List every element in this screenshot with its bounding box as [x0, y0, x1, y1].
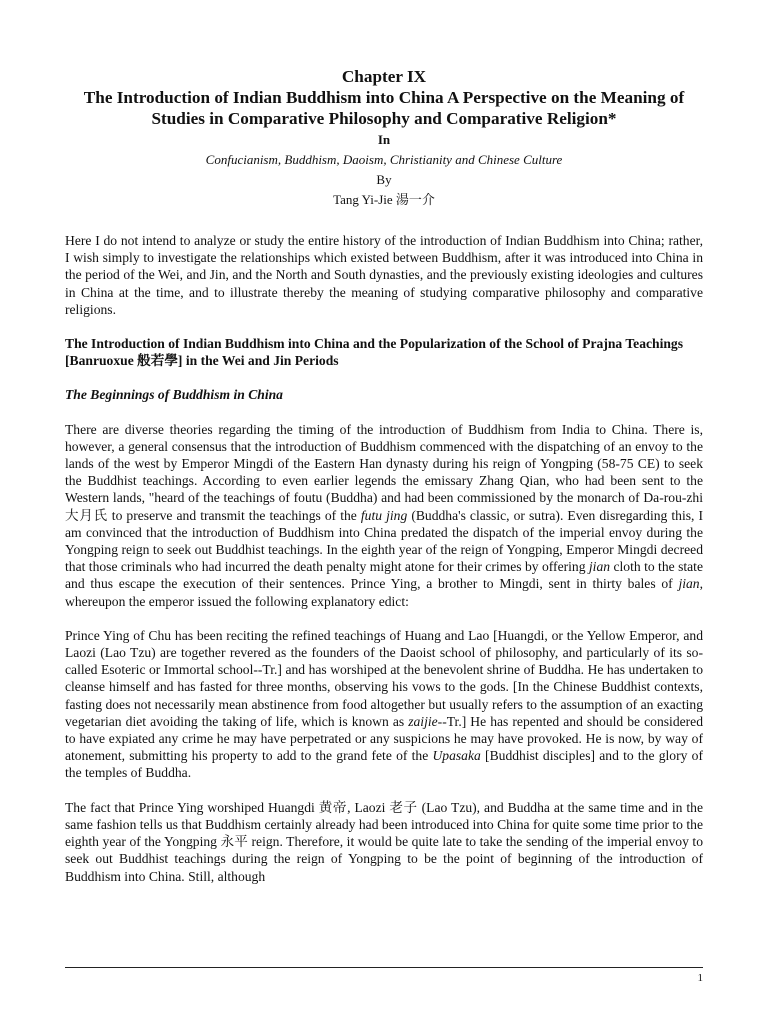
paragraph-3: The fact that Prince Ying worshiped Huangdi 黄帝, Laozi 老子 (Lao Tzu), and Buddha at the same time and in the same fashion tells us that Buddhism certainly already had been introduced into China for quite some time prior to the eighth year of the Yongping 永平 reign. Therefore, it would be quite late to take the sending of the imperial envoy to seek out Buddhist teachings during the reign of Yongping to be the point of beginning of the introduction of Buddhism into China. Still, although — [65, 799, 703, 884]
by-label: By — [376, 172, 392, 187]
term-futu-jing: futu jing — [360, 507, 408, 523]
document-page — [65, 66, 703, 885]
book-title: Confucianism, Buddhism, Daoism, Christianity and Chinese Culture — [205, 152, 563, 167]
term-zaijie: zaijie — [408, 713, 438, 729]
term-jian-2: jian — [678, 576, 700, 592]
paragraph-1-text-g: , whereupon the emperor issued the following explanatory edict: — [65, 576, 703, 609]
title-line-1: The Introduction of Indian Buddhism into China A Perspective on the Meaning of — [83, 88, 685, 107]
term-upasaka: Upasaka — [432, 748, 481, 764]
section-heading: The Introduction of Indian Buddhism into China and the Popularization of the School of Prajna Teachings [Banruoxue 般若學] in the Wei and Jin Periods — [65, 336, 684, 369]
paragraph-1-text-c: (Buddha's classic, or sutra). Even disregarding this, I am convinced that the introduction of Buddhism into China predated the dispatch of the imperial envoy during the Yongping reign to seek out Buddhist teachings. In the eighth year of the reign of Yongping, Emperor Mingdi decreed that those criminals who had incurred the death penalty might atone for their crimes by offering — [65, 507, 704, 575]
edict-text-c: --Tr.] He has repented and should be considered to have expiated any crime he may have perpetrated or any suspicions he may have provoked. He is now, by way of atonement, submitting his property to add to the grand fete of the — [65, 713, 704, 764]
chapter-label: Chapter IX — [341, 67, 427, 86]
edict-text-a: Prince Ying of Chu has been reciting the refined teachings of Huang and Lao [Huangdi, or the Yellow Emperor, and Laozi (Lao Tzu) are together revered as the founders of the Daoist school of philosophy, and particularly of its so-called Esoteric or Immortal school--Tr.] and has worshiped at the benevolent shrine of Buddha. He has undertaken to cleanse himself and has fasted for three months, observing his vows to the gods. [In the Chinese Buddhist contexts, fasting does not necessarily mean abstinence from food altogether but usually refers to the assumption of an exacting vegetarian diet avoiding the taking of life, which is known as — [65, 627, 703, 729]
paragraph-1-text-e: cloth to the state and thus escape the execution of their sentences. Prince Ying, a brother to Mingdi, sent in thirty bales of — [65, 559, 703, 592]
in-label: In — [377, 132, 391, 147]
intro-paragraph: Here I do not intend to analyze or study the entire history of the introduction of Indian Buddhism into China; rather, I wish simply to investigate the relationships which existed between Buddhism, after it was introduced into China in the period of the Wei, and Jin, and the North and South dynasties, and the previously existing ideologies and cultures in China at the time, and to illustrate thereby the meaning of studying comparative philosophy and comparative religions. — [65, 233, 703, 317]
author-name: Tang Yi-Jie 湯一介 — [333, 192, 435, 207]
title-line-2: Studies in Comparative Philosophy and Comparative Religion* — [151, 109, 617, 128]
edict-text-e: [Buddhist disciples] and to the glory of the temples of Buddha. — [65, 748, 703, 781]
paragraph-1 — [65, 421, 703, 610]
edict-paragraph — [65, 627, 703, 782]
subsection-heading: The Beginnings of Buddhism in China — [65, 387, 283, 403]
paragraph-1-text-a: There are diverse theories regarding the timing of the introduction of Buddhism from India to China. There is, however, a general consensus that the introduction of Buddhism commenced with the dispatching of an envoy to the lands of the west by Emperor Mingdi of the Eastern Han dynasty during his reign of Yongping (58-75 CE) to seek the Buddhist teachings. According to even earlier legends the emissary Zhang Qian, who had been sent to the Western lands, "heard of the teachings of foutu (Buddha) and had been commissioned by the monarch of Da-rou-zhi 大月氏 to preserve and transmit the teachings of the — [65, 421, 703, 523]
page-number: 1 — [697, 972, 703, 984]
term-jian: jian — [588, 559, 611, 575]
footer-divider — [65, 967, 703, 968]
